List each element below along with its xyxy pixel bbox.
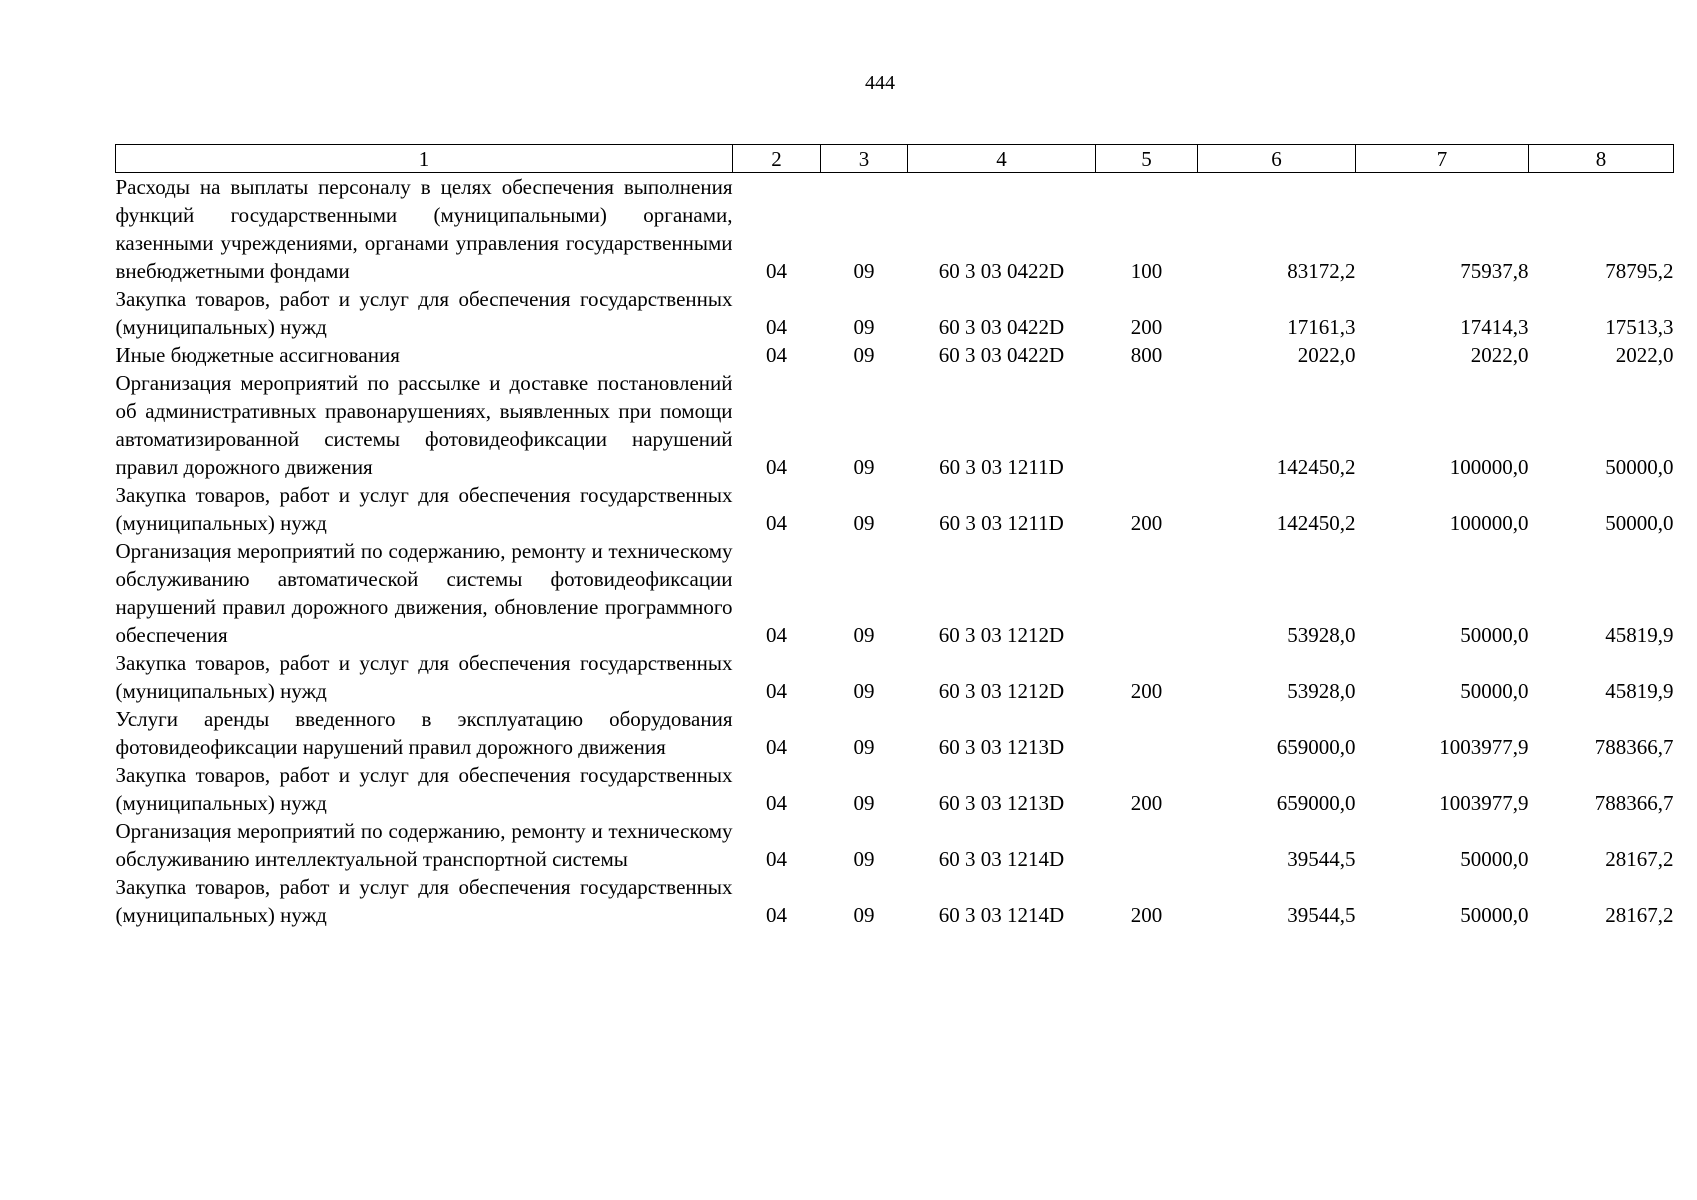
header-row	[116, 145, 1674, 173]
expense-type-code: 100	[1130, 259, 1163, 283]
amount-col-7: 17414,3	[1460, 315, 1529, 339]
table-row	[116, 481, 1674, 537]
target-article-code: 60 3 03 1211D	[939, 455, 1064, 479]
expense-type-code: 800	[1130, 343, 1163, 367]
target-article-code: 60 3 03 1214D	[938, 847, 1065, 871]
section-code: 04	[766, 259, 787, 283]
subsection-code: 09	[853, 791, 875, 815]
expense-type-code: 200	[1130, 679, 1163, 703]
expense-name: Услуги аренды введенного в эксплуатацию оборудования фотовидеофиксации нарушений правил дорожного движения	[115, 707, 733, 759]
section-code: 04	[766, 791, 787, 815]
expense-name: Организация мероприятий по содержанию, ремонту и техническому обслуживанию автоматической системы фотовидеофиксации нарушений правил дорожного движения, обновление программного обеспечения	[115, 539, 733, 647]
expense-type-code	[1096, 537, 1198, 649]
subsection-code: 09	[853, 623, 875, 647]
table-row	[116, 369, 1674, 481]
amount-col-8: 28167,2	[1605, 847, 1674, 871]
amount-col-6: 659000,0	[1276, 791, 1356, 815]
section-code: 04	[766, 847, 787, 871]
column-header: 5	[1096, 145, 1198, 173]
section-code: 04	[766, 343, 787, 367]
column-header: 2	[733, 145, 821, 173]
target-article-code: 60 3 03 0422D	[938, 315, 1065, 339]
target-article-code: 60 3 03 1212D	[938, 623, 1065, 647]
expense-name: Закупка товаров, работ и услуг для обеспечения государственных (муниципальных) нужд	[115, 651, 733, 703]
section-code: 04	[766, 903, 787, 927]
subsection-code: 09	[853, 343, 875, 367]
target-article-code: 60 3 03 1212D	[938, 679, 1065, 703]
amount-col-7: 1003977,9	[1439, 791, 1529, 815]
section-code: 04	[766, 623, 787, 647]
expense-name: Иные бюджетные ассигнования	[115, 343, 400, 367]
subsection-code: 09	[853, 315, 875, 339]
table-row	[116, 285, 1674, 341]
section-code: 04	[766, 455, 787, 479]
column-header: 1	[116, 145, 733, 173]
expense-name: Организация мероприятий по содержанию, ремонту и техническому обслуживанию интеллектуальной транспортной системы	[115, 819, 733, 871]
amount-col-7: 50000,0	[1460, 847, 1529, 871]
amount-col-7: 75937,8	[1460, 259, 1529, 283]
amount-col-6: 39544,5	[1287, 903, 1356, 927]
subsection-code: 09	[853, 511, 875, 535]
expense-type-code	[1096, 817, 1198, 873]
table-row	[116, 537, 1674, 649]
amount-col-8: 788366,7	[1594, 791, 1674, 815]
column-header: 7	[1356, 145, 1529, 173]
target-article-code: 60 3 03 1214D	[938, 903, 1065, 927]
amount-col-6: 53928,0	[1287, 623, 1356, 647]
target-article-code: 60 3 03 1213D	[938, 791, 1065, 815]
amount-col-8: 28167,2	[1605, 903, 1674, 927]
column-header: 4	[908, 145, 1096, 173]
target-article-code: 60 3 03 0422D	[938, 343, 1065, 367]
amount-col-8: 50000,0	[1605, 511, 1674, 535]
table-row	[116, 341, 1674, 369]
table-row	[116, 173, 1674, 286]
expense-type-code: 200	[1130, 903, 1163, 927]
subsection-code: 09	[853, 735, 875, 759]
subsection-code: 09	[853, 903, 875, 927]
expense-name: Закупка товаров, работ и услуг для обеспечения государственных (муниципальных) нужд	[115, 287, 733, 339]
table-row	[116, 649, 1674, 705]
amount-col-8: 2022,0	[1615, 343, 1674, 367]
amount-col-7: 100000,0	[1449, 455, 1529, 479]
expense-type-code: 200	[1130, 791, 1163, 815]
amount-col-6: 53928,0	[1287, 679, 1356, 703]
amount-col-7: 50000,0	[1460, 623, 1529, 647]
expense-name: Организация мероприятий по рассылке и доставке постановлений об административных правонарушениях, выявленных при помощи автоматизированной системы фотовидеофиксации нарушений правил дорожного движения	[115, 371, 733, 479]
amount-col-7: 1003977,9	[1439, 735, 1529, 759]
amount-col-6: 39544,5	[1287, 847, 1356, 871]
budget-table	[115, 144, 1674, 929]
amount-col-8: 45819,9	[1605, 679, 1674, 703]
subsection-code: 09	[853, 455, 875, 479]
amount-col-8: 78795,2	[1605, 259, 1674, 283]
amount-col-8: 17513,3	[1605, 315, 1674, 339]
amount-col-6: 2022,0	[1297, 343, 1356, 367]
expense-name: Закупка товаров, работ и услуг для обеспечения государственных (муниципальных) нужд	[115, 763, 733, 815]
section-code: 04	[766, 735, 787, 759]
table-row	[116, 817, 1674, 873]
expense-name: Закупка товаров, работ и услуг для обеспечения государственных (муниципальных) нужд	[115, 483, 733, 535]
amount-col-7: 100000,0	[1449, 511, 1529, 535]
column-header: 8	[1529, 145, 1674, 173]
column-header: 3	[821, 145, 908, 173]
expense-type-code: 200	[1130, 315, 1163, 339]
table-row	[116, 705, 1674, 761]
subsection-code: 09	[853, 679, 875, 703]
amount-col-8: 50000,0	[1605, 455, 1674, 479]
expense-name: Расходы на выплаты персоналу в целях обеспечения выполнения функций государственными (муниципальными) органами, казенными учреждениями, органами управления государственными внебюджетными фондами	[115, 175, 733, 283]
expense-type-code	[1096, 705, 1198, 761]
amount-col-8: 788366,7	[1594, 735, 1674, 759]
section-code: 04	[766, 511, 787, 535]
amount-col-6: 659000,0	[1276, 735, 1356, 759]
amount-col-8: 45819,9	[1605, 623, 1674, 647]
page-number: 444	[865, 72, 895, 94]
section-code: 04	[766, 679, 787, 703]
expense-type-code: 200	[1130, 511, 1163, 535]
amount-col-7: 50000,0	[1460, 679, 1529, 703]
expense-type-code	[1096, 369, 1198, 481]
amount-col-7: 50000,0	[1460, 903, 1529, 927]
amount-col-6: 83172,2	[1287, 259, 1356, 283]
expense-name: Закупка товаров, работ и услуг для обеспечения государственных (муниципальных) нужд	[115, 875, 733, 927]
amount-col-6: 142450,2	[1276, 511, 1356, 535]
target-article-code: 60 3 03 1213D	[938, 735, 1065, 759]
amount-col-7: 2022,0	[1470, 343, 1529, 367]
target-article-code: 60 3 03 0422D	[938, 259, 1065, 283]
subsection-code: 09	[853, 847, 875, 871]
amount-col-6: 142450,2	[1276, 455, 1356, 479]
table-row	[116, 873, 1674, 929]
column-header: 6	[1198, 145, 1356, 173]
table-row	[116, 761, 1674, 817]
target-article-code: 60 3 03 1211D	[939, 511, 1064, 535]
amount-col-6: 17161,3	[1287, 315, 1356, 339]
subsection-code: 09	[853, 259, 875, 283]
section-code: 04	[766, 315, 787, 339]
